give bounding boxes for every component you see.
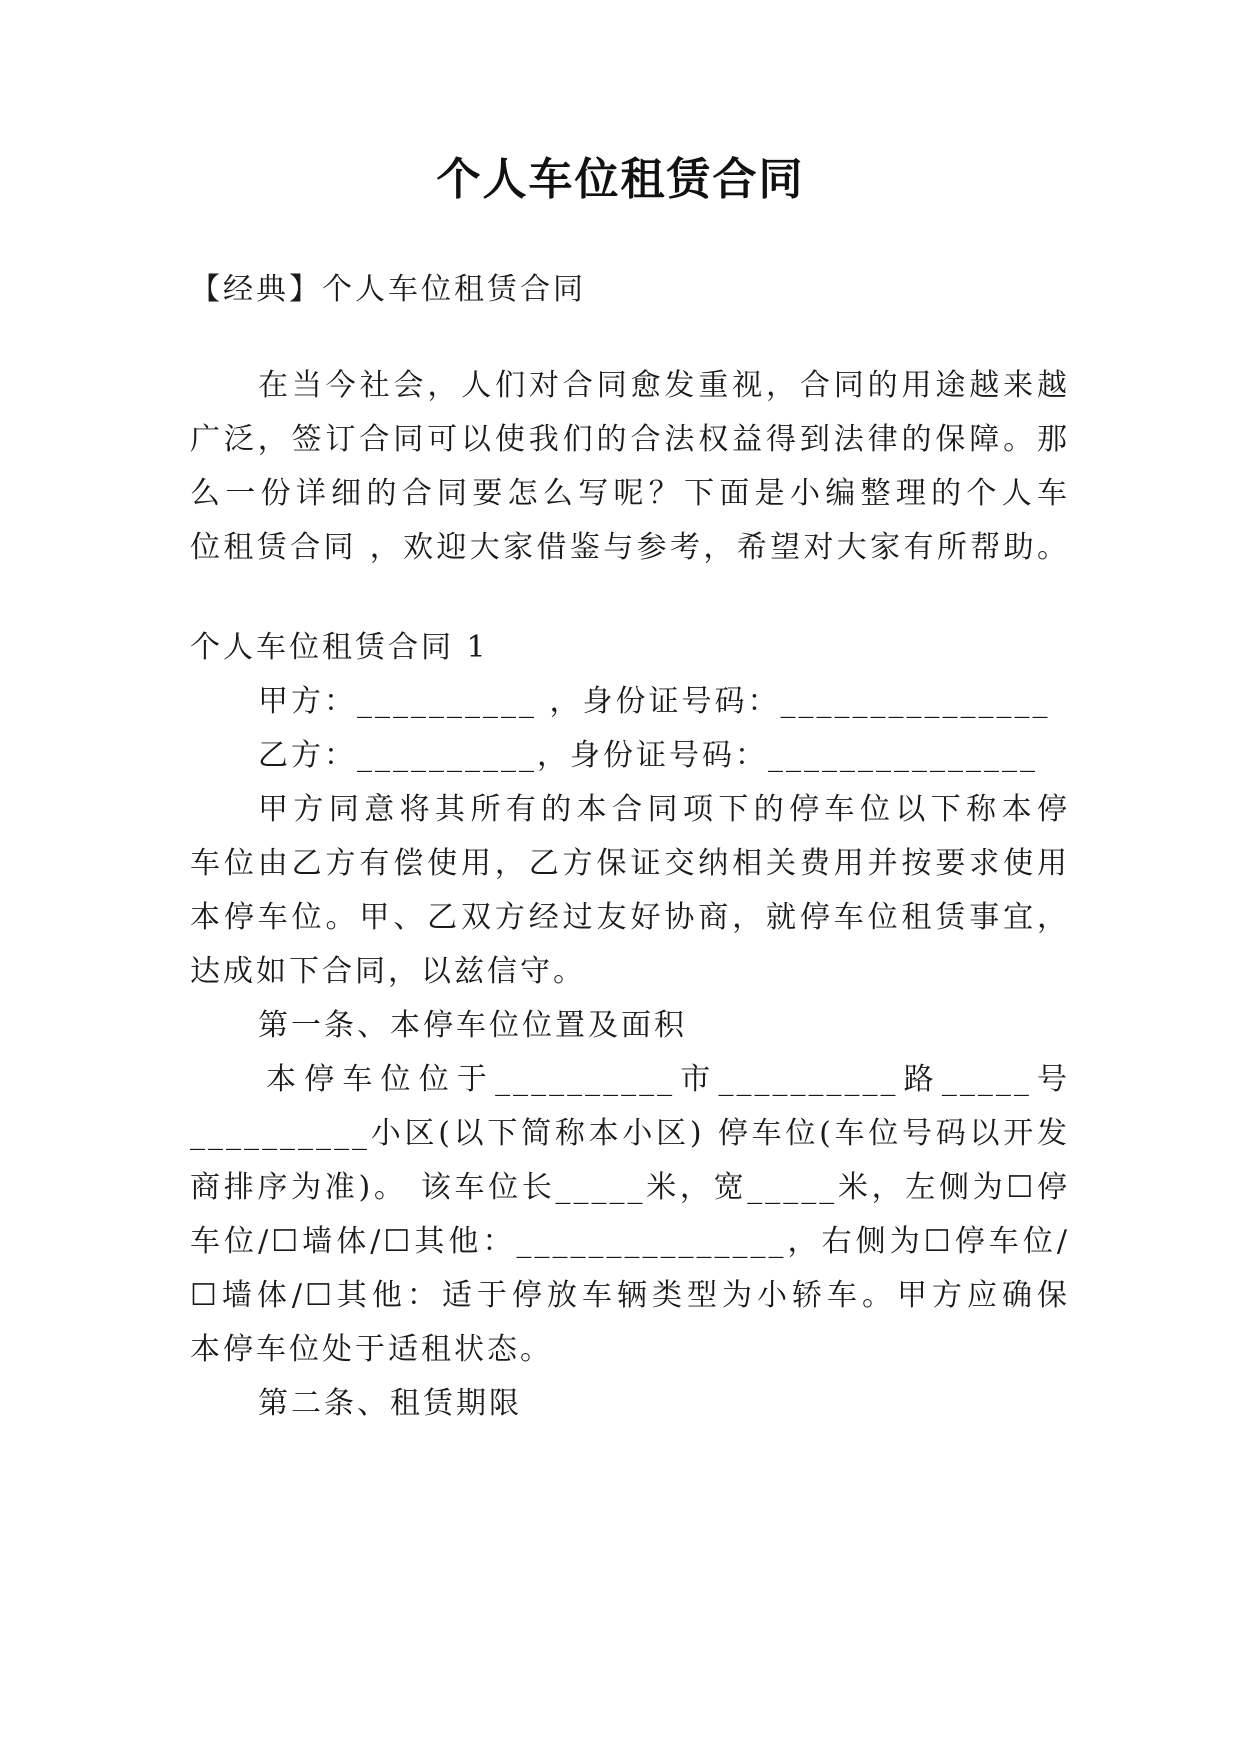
- intro-line-3: 么一份详细的合同要怎么写呢？下面是小编整理的个人车: [190, 476, 1070, 511]
- section-heading: 个人车位租赁合同 1: [190, 630, 489, 665]
- intro-line-4: 位租赁合同 ，欢迎大家借鉴与参考，希望对大家有所帮助。: [190, 530, 1070, 565]
- agreement-line-3: 本停车位。甲、乙双方经过友好协商，就停车位租赁事宜，: [190, 900, 1070, 935]
- article-1-line-5: ☐墙体/☐其他：适于停放车辆类型为小轿车。甲方应确保: [190, 1278, 1070, 1313]
- agreement-line-2: 车位由乙方有偿使用，乙方保证交纳相关费用并按要求使用: [190, 846, 1070, 881]
- article-1-line-6: 本停车位处于适租状态。: [190, 1332, 553, 1367]
- party-a-line: 甲方：__________ ，身份证号码：_______________: [258, 684, 1051, 719]
- intro-line-1: 在当今社会，人们对合同愈发重视，合同的用途越来越: [258, 368, 1070, 403]
- agreement-line-4: 达成如下合同，以兹信守。: [190, 954, 586, 989]
- document-subtitle: 【经典】个人车位租赁合同: [190, 272, 586, 307]
- intro-line-2: 广泛，签订合同可以使我们的合法权益得到法律的保障。那: [190, 422, 1070, 457]
- article-1-title: 第一条、本停车位位置及面积: [258, 1008, 687, 1043]
- party-b-line: 乙方：__________，身份证号码：_______________: [258, 738, 1038, 773]
- article-1-line-1: 本停车位位于__________市__________路_____号: [266, 1062, 1070, 1097]
- article-1-line-3: 商排序为准)。 该车位长_____米，宽_____米，左侧为☐停: [190, 1170, 1070, 1205]
- article-2-title: 第二条、租赁期限: [258, 1386, 522, 1421]
- article-1-line-2: __________小区(以下简称本小区) 停车位(车位号码以开发: [190, 1116, 1070, 1151]
- document-title: 个人车位租赁合同: [436, 154, 805, 205]
- agreement-line-1: 甲方同意将其所有的本合同项下的停车位以下称本停: [258, 792, 1070, 827]
- article-1-line-4: 车位/☐墙体/☐其他：_______________，右侧为☐停车位/: [190, 1224, 1070, 1259]
